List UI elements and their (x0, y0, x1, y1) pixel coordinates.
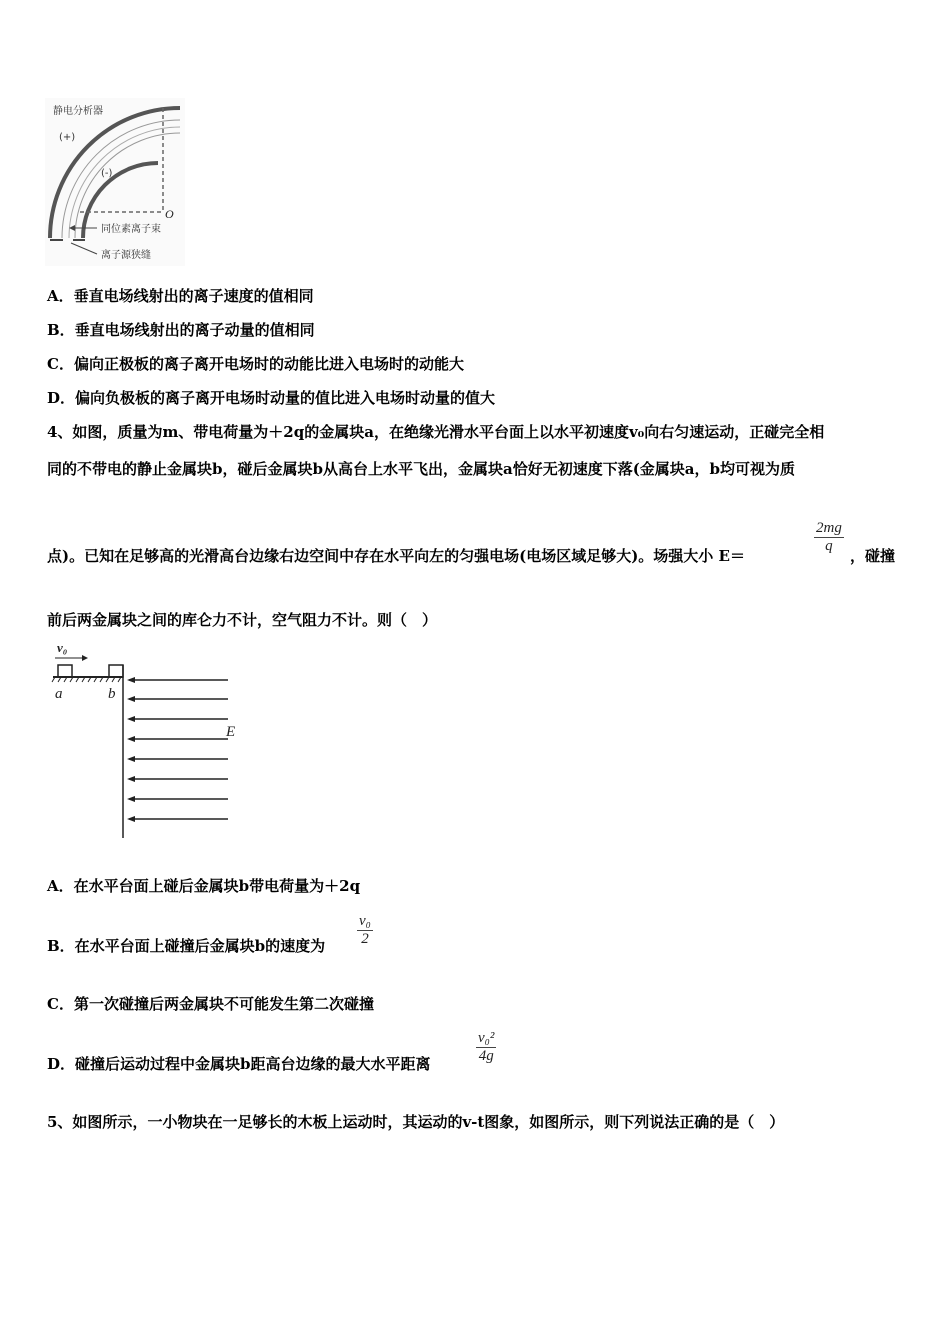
fraction-numerator: v₀ (359, 913, 371, 929)
velocity-arrow-head (82, 655, 88, 661)
fraction-denominator: 4g (478, 1048, 494, 1064)
q4-line3-after: ，碰撞 (850, 547, 896, 565)
block-b (109, 665, 123, 677)
q4-option-d: D．碰撞后运动过程中金属块b距高台边缘的最大水平距离 (47, 1055, 431, 1073)
minus-label: (-) (101, 168, 113, 179)
q4-stem-line-2: 同的不带电的静止金属块b，碰后金属块b从高台上水平飞出，金属块a恰好无初速度下落(金属块a，b均可视为质 (47, 460, 796, 478)
b-label: b (108, 686, 116, 702)
origin-label: O (165, 207, 174, 221)
e-label: E (226, 724, 236, 740)
fraction-denominator: 2 (361, 931, 369, 947)
q3-option-c: C．偏向正极板的离子离开电场时的动能比进入电场时的动能大 (47, 355, 464, 373)
q4-stem-line-1: 4、如图，质量为m、带电荷量为＋2q的金属块a，在绝缘光滑水平台面上以水平初速度v₀向右匀速运动，正碰完全相 (47, 423, 825, 441)
beam-label: 同位素离子束 (101, 224, 161, 235)
electrostatic-analyzer-figure (45, 98, 245, 268)
speed-fraction (357, 913, 373, 948)
field-strength-fraction (814, 520, 844, 555)
q4-stem-line-4: 前后两金属块之间的库仑力不计，空气阻力不计。则（ ） (47, 611, 438, 629)
q4-option-a: A．在水平台面上碰后金属块b带电荷量为＋2q (47, 877, 361, 895)
q3-option-a: A．垂直电场线射出的离子速度的值相同 (47, 287, 314, 305)
fraction-numerator: v₀² (478, 1030, 495, 1046)
a-label: a (55, 686, 63, 702)
q4-option-b: B．在水平台面上碰撞后金属块b的速度为 (47, 937, 326, 955)
q5-stem-line-1: 5、如图所示，一小物块在一足够长的木板上运动时，其运动的v-t图象，如图所示，则下列说法正确的是（ ） (47, 1113, 785, 1131)
q4-option-c: C．第一次碰撞后两金属块不可能发生第二次碰撞 (47, 995, 374, 1013)
fraction-denominator: q (825, 538, 833, 554)
slit-label: 离子源狭缝 (101, 250, 151, 261)
q4-stem-line-3 (47, 546, 745, 566)
collision-field-figure (45, 640, 245, 840)
block-a (58, 665, 72, 677)
fraction-numerator: 2mg (816, 520, 842, 536)
analyzer-title-label: 静电分析器 (53, 106, 103, 117)
q4-line3-before: 点)。已知在足够高的光滑高台边缘右边空间中存在水平向左的匀强电场(电场区域足够大)。场强大小 E＝ (47, 547, 745, 565)
distance-fraction (476, 1030, 496, 1065)
v0-label: v₀ (57, 640, 68, 655)
q3-option-b: B．垂直电场线射出的离子动量的值相同 (47, 321, 315, 339)
q3-option-d: D．偏向负极板的离子离开电场时动量的值比进入电场时动量的值大 (47, 389, 496, 407)
electric-field-lines (127, 677, 228, 822)
plus-label: (+) (59, 132, 76, 143)
